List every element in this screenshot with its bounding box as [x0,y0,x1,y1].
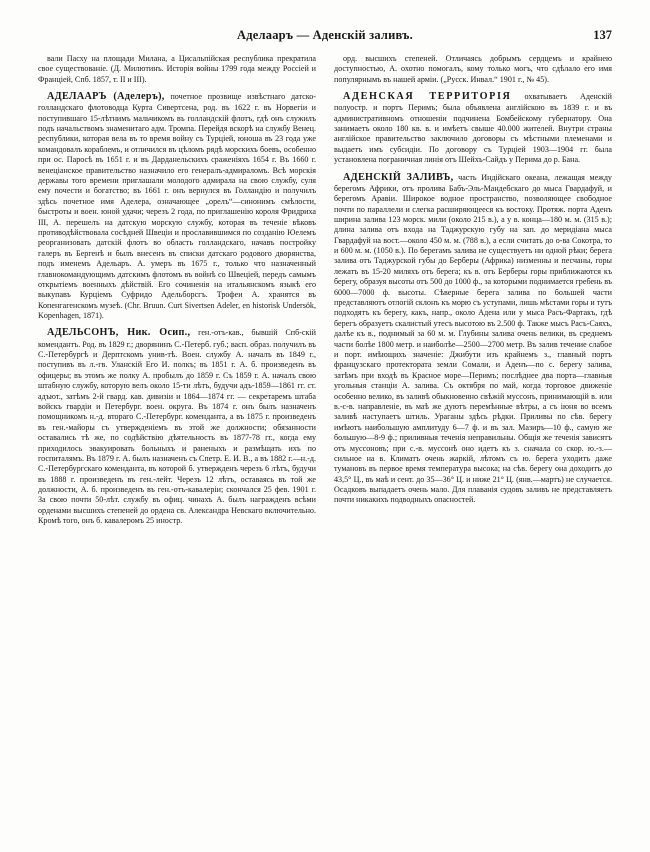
entry-continuation [38,54,316,85]
entry-adelaar [38,90,316,321]
entry-aden-gulf [334,171,612,506]
entry-text: часть Индійскаго океана, лежащая между берегомъ Африки, отъ пролива Бабъ-Эль-Мандебскаго до мыса Гвардафуй, и берегомъ Аравіи. Широкое водное пространство, позволяющее свободное почти по параллели и слегка расширяющееся къ востоку. Протяж. порта Аденъ ширина залива 123 морск. мили (около 215 в.), а у в. конца—180 м. м. (315 в.); длина залива отъ входа на Таджурскую губу на зап. до меридіана мыса Гвардафуй на вост.—около 450 м. м. (788 в.), а если считать до о-ва Сокотра, то и 600 м. м. (1050 в.). По берегамъ залива не существуетъ ни одной рѣки; берега залива отъ Таджурской губы до Берберы (Африка) низменны и песчаны, горы лежатъ въ 15-20 миляхъ отъ берега; къ в. отъ Берберы горы приближаются къ берегу, образуя высоты отъ 500 до 1000 ф., за которыми поднимается гребень въ 6000—7000 ф. высоты. Сѣверные берега залива по большей части представляютъ отлогій склонъ къ морю съ уступами, лишь мѣстами горы и тутъ подходятъ къ берегу, какъ, напр., около Адена или у мыса Расъ-Фартакъ, гдѣ берегъ образуетъ скалистый утесъ высотою въ 2.500 ф. Также мысъ Расъ-Саяхъ, далѣе къ в., поднимый за 60 м. м. Глубины залива очень велики, въ среднемъ части болѣе 1800 метр. и наиболѣе—2500—2700 метр. Въ залив течение слабое и порт. имѣющихъ значеніе: Джибути изъ крайнемъ з., главный портъ французскаго протектората земли Сомали, и Аденъ—по с. берегу залива, затѣмъ при входѣ въ Красное море—Перимъ; послѣднее два порта—главныя угольныя станціи А. залива. Съ октября по май, когда торговое движеніе особенно велико, въ заливѣ обыкновенно свѣжій муссонъ, принимающій в. или в.-с-в. направленіе, въ маѣ же дуютъ перемѣнные вѣтры, а съ іюня во всемъ заливѣ наступаетъ штиль. Ураганы здѣсь рѣдки. Приливы по сѣв. берегу имѣютъ наибольшую амплитуду 6—7 ф. и въ зал. Мазиръ—10 ф., самую же большую—8-9 ф.; приливныя теченія неправильны. Общія же теченія зависятъ отъ муссоновъ; при с.-в. муссонѣ оно идетъ къ з. сначала со скор. ю.-з.—сильное на в. Климатъ очень жаркій, лѣтомъ съ ю. берега уходитъ даже тумановъ въ первое время температура высока; на сѣв. берегу она доходитъ до 43,5° Ц., въ маѣ и сент. до 35—36° Ц. и ниже 21° Ц. (янв.—мартъ) не случается. Осадковъ выпадаетъ очень мало. Для плаванія судовъ заливъ не представляетъ почти никакихъ подводныхъ опасностей. [334,172,612,505]
entry-text: ген.-отъ-кав., бывшій Спб-скій комендантъ. Род. въ 1829 г.; дворянинъ С.-Петерб. губ.; васп. образ. получилъ въ С.-Петербургѣ и Дерптскомъ унив-тѣ. Воен. службу А. началъ въ 1849 г., поступивъ въ л.-гв. Уланскій Его И. полкъ; въ 1851 г. А. б. произведенъ въ офицеры; въ этомъ же полку А. пробылъ до 1859 г. Съ 1859 г. А. началъ свою штабную службу, которую велъ около 15-ти лѣтъ, будучи адъ-1859—1861 гг. ст. адъют., затѣмъ 2-й гвард. кав. дивизіи и 1864—1874 гг. — секретаремъ штаба войскъ гвардіи и Петербург. воен. округа. Въ 1874 г. онъ былъ назначенъ помощникомъ н.-д. втораго С.-Петербург. коменданта, а въ 1875 г. произведенъ въ ген.-майоры съ утвержденіемъ въ этой же должности; обязанности оставались тѣ же, по содѣйствію дѣятельность въ 1877-78 гг., когда ему приходилось эвакуировать больныхъ и раненыхъ и размѣщать ихъ по госпиталямъ. Въ 1879 г. А. былъ назначенъ съ Спетр. Е. И. В., а въ 1882 г.—н.-д. С.-Петербургскаго коменданта, въ которой б. утвержденъ черезъ 6 лѣтъ, будучи въ 1888 г. произведенъ въ ген.-лейт. Черезъ 12 лѣтъ, оставаясь въ той же должности, А. б. произведенъ въ ген.-отъ-кавалеріи; скончался 25 фев. 1901 г. За свою почти 50-лѣт. службу въ офиц. чинахъ А. былъ награжденъ всѣми орденами высшихъ степеней до ордена св. Александра Невскаго включительно. Кромѣ того, онъ б. кавалеромъ 25 иностр. [38,328,316,526]
paragraph [334,90,612,165]
entry-continuation-right [334,54,612,85]
entry-headword: АДЕНСКІЙ ЗАЛИВЪ, [343,171,454,183]
text-columns [38,54,612,532]
paragraph [38,90,316,321]
running-head: Аделааръ — Аденскій заливъ. [237,28,413,42]
paragraph: орд. высшихъ степеней. Отличаясь добрымъ сердцемъ и крайнею доступностью, А. охотно помогалъ, кому только могъ, что сдѣлало его имя популярнымъ въ нашей арміи. („Русск. Инвал.“ 1901 г., № 45). [334,54,612,84]
entry-text: почетное прозвище извѣстнаго датско-голландскаго флотоводца Курта Сивертсена, род. въ 1622 г. въ Норвегіи и поступившаго 15-лѣтнимъ мальчикомъ въ голландскій флотъ, гдѣ онъ служилъ подъ начальствомъ знаменитаго адм. Тромпа. Перейдя вскорѣ на службу Венец. республики, которая вела въ то время войну съ Турціей, юноша въ 23 года уже командовалъ кораблемъ, и отличился въ цѣломъ рядѣ морскихъ боевъ, особенно при ос. Паросѣ въ 1651 г. и въ Дарданельскихъ сраженіяхъ 1654 г. Въ 1660 г. венеціанское правительство назначило его генералъ-адмираломъ. Всѣ морскія державы того времени приглашали молодого адмирала на свою службу, суля ему почести и богатство; въ 1661 г. онъ вернулся въ Голландію и получилъ здѣсь почетное имя Аделера, означающее „орелъ“—синонимъ смѣлости, быстроты и воен. юной удачи; черезъ 2 года, по приглашенію короля Фридриха III, А. перешелъ на датскую морскую службу, которая въ теченіе вѣковъ противодѣйствовала сосѣдней Швеціи и прославившимся по созданію Юелемъ реорганизовать датскій флотъ во область голландскаго, начавъ постройку галеръ въ Бергенѣ и былъ внесенъ въ списки датскаго родового дворянства, подъ именемъ Адельаръ. А. умеръ въ 1675 г., только что назначенный главнокомандующимъ датскимъ флотомъ въ войнѣ со Швеціей, передъ самымъ открытіемъ военныхъ дѣйствій. Его сочиненія на итальянскомъ языкѣ его выкупавъ Курціемъ Суфридо Адельборсгъ. Трофеи А. хранятся въ Копенгагенскомъ музеѣ. (Chr. Bruun. Curt Sivertsen Adeler, en historisk Undersök, Kopenhagen, 1871). [38,92,316,321]
column-left [38,54,316,532]
entry-headword: АДЕЛЬСОНЪ, Ник. Осип., [47,327,191,339]
paragraph [38,326,316,526]
entry-adelson [38,326,316,526]
entry-headword: АДЕЛААРЪ (Аделеръ), [47,91,165,103]
paragraph [334,171,612,506]
entry-aden-territory [334,90,612,165]
entry-text: охватываетъ Аденскій полуостр. и портъ Перимъ; была объявлена англійскою въ 1839 г. и въ административномъ отношеніи подчинена Бомбейскому губернатору. Она занимаетъ около 180 кв. в. и имѣетъ свыше 40.000 жителей. Внутри страны англійское правительство заключило договоры съ мѣстными племенами и выдаетъ имъ субсидіи. По договору съ Турціей 1903—1904 гг. была установлена пограничная линія отъ Шейхъ-Сайдъ у Перима до р. Бана. [334,92,612,165]
entry-headword: АДЕНСКАЯ ТЕРРИТОРІЯ [343,91,512,103]
page-number: 137 [593,28,612,42]
paragraph: вали Пасху на площади Милана, а Цисальпійская республика прекратила свое существованіе. (Д. Милютинъ. Исторія войны 1799 года между Россіей и Франціей, Спб. 1857, т. II и III). [38,54,316,84]
page-header [38,28,612,50]
column-right [334,54,612,511]
